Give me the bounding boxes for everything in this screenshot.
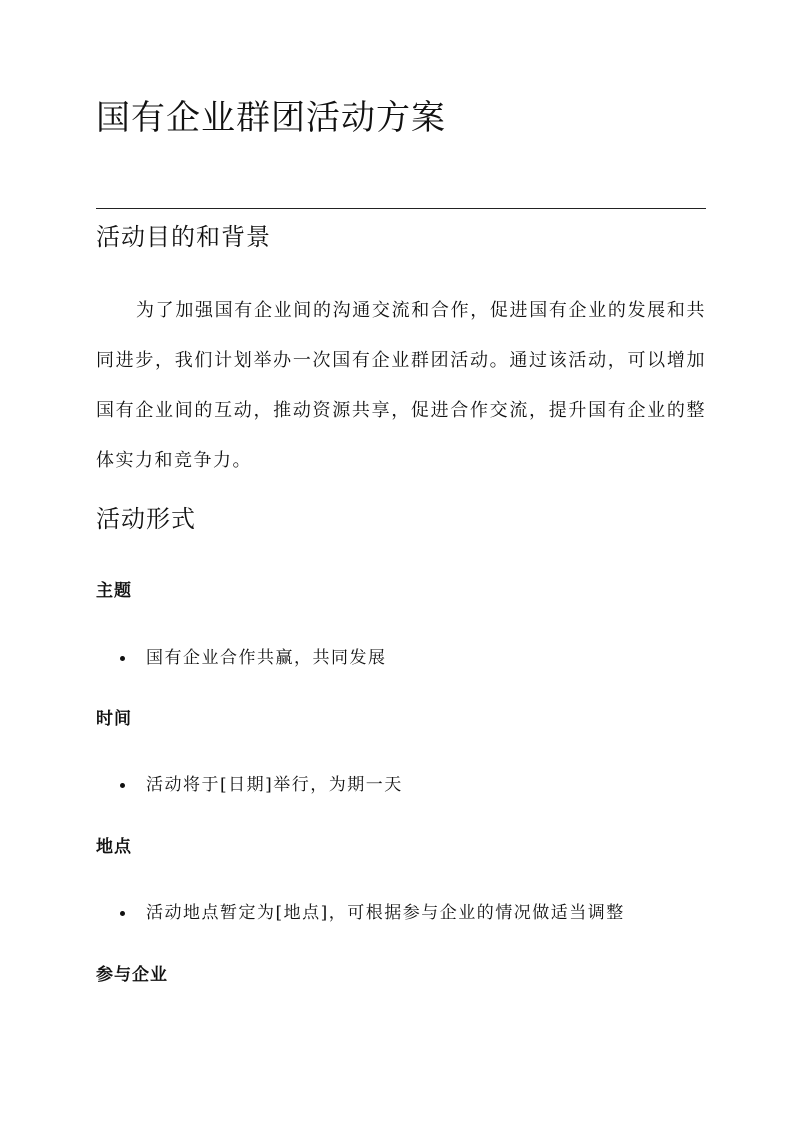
section-heading-format: 活动形式: [96, 505, 196, 533]
bullet-icon: [120, 656, 125, 661]
time-list: [0, 773, 403, 797]
bullet-icon: [120, 783, 125, 788]
subheading-location: 地点: [96, 837, 132, 857]
subheading-theme: 主题: [96, 581, 132, 601]
list-item-text: 活动地点暂定为[地点]，可根据参与企业的情况做适当调整: [146, 903, 625, 923]
subheading-time: 时间: [96, 709, 132, 729]
list-item-text: 国有企业合作共赢，共同发展: [146, 648, 387, 668]
list-item-text: 活动将于[日期]举行，为期一天: [146, 775, 403, 795]
theme-list: [0, 646, 387, 670]
document-title: 国有企业群团活动方案: [96, 98, 446, 138]
list-item: [0, 646, 387, 670]
purpose-paragraph: 为了加强国有企业间的沟通交流和合作，促进国有企业的发展和共同进步，我们计划举办一次国有企业群团活动。通过该活动，可以增加国有企业间的互动，推动资源共享，促进合作交流，提升国有企业的整体实力和竞争力。: [96, 300, 706, 471]
section-heading-purpose: 活动目的和背景: [96, 223, 271, 251]
location-list: [0, 901, 625, 925]
list-item: [0, 901, 625, 925]
title-divider: [96, 208, 706, 209]
list-item: [0, 773, 403, 797]
subheading-participants: 参与企业: [96, 965, 168, 985]
bullet-icon: [120, 911, 125, 916]
